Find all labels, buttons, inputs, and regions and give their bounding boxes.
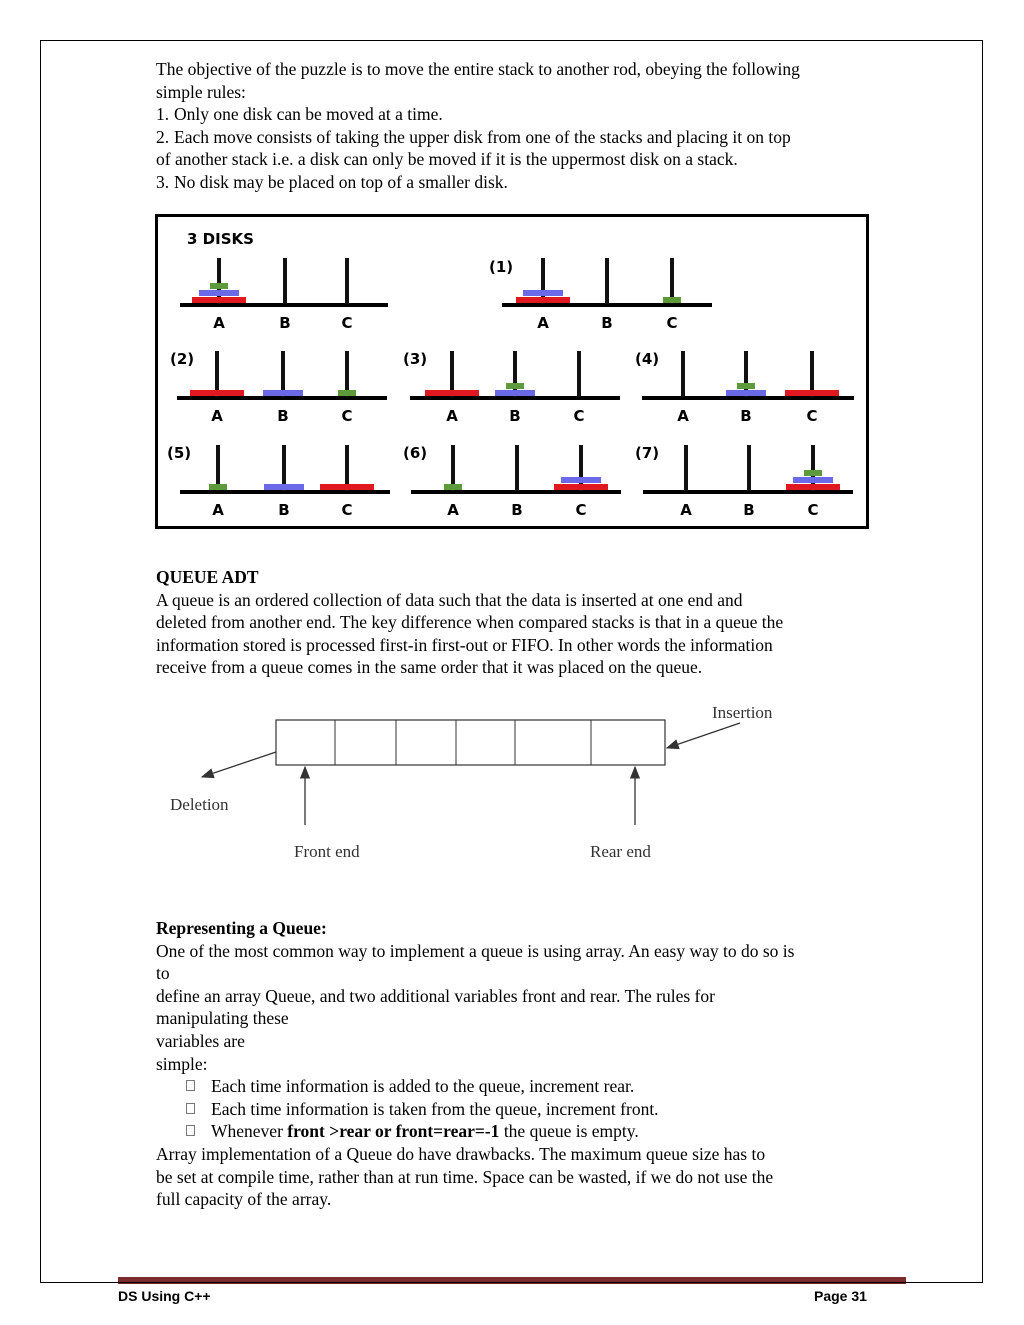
rod <box>577 351 581 397</box>
rod-label: B <box>278 501 290 519</box>
rod-label: A <box>677 407 689 425</box>
disk <box>263 390 303 396</box>
rod-label: B <box>509 407 521 425</box>
bullet-box-icon <box>186 1125 195 1136</box>
queue-diagram <box>155 695 855 870</box>
disk <box>804 470 822 476</box>
bullet-item: Each time information is taken from the queue, increment front. <box>156 1098 896 1121</box>
disk <box>554 484 608 490</box>
rod-label: A <box>213 314 225 332</box>
disk <box>786 484 840 490</box>
disk <box>264 484 304 490</box>
paragraph-line: A queue is an ordered collection of data such that the data is inserted at one end and <box>156 589 743 610</box>
panel-label: (2) <box>170 350 195 368</box>
intro-line: simple rules: <box>156 81 246 102</box>
paragraph-line: deleted from another end. The key difference when compared stacks is that in a queue the <box>156 612 784 633</box>
disk <box>726 390 766 396</box>
rod-label: C <box>341 407 353 425</box>
intro-line: The objective of the puzzle is to move the entire stack to another rod, obeying the following <box>156 59 800 79</box>
paragraph-line: full capacity of the array. <box>156 1189 332 1210</box>
disk <box>663 297 681 303</box>
footer-rule <box>118 1277 906 1282</box>
tower-of-hanoi-figure <box>155 214 869 529</box>
panel-label: (3) <box>403 350 428 368</box>
rod-label: C <box>575 501 587 519</box>
rod-label: C <box>341 501 353 519</box>
panel-label: (5) <box>167 444 192 462</box>
rule-item: 1. Only one disk can be moved at a time. <box>156 104 443 125</box>
page-number: Page 31 <box>814 1288 867 1304</box>
figure-title: 3 DISKS <box>187 230 254 248</box>
representing-section <box>156 917 896 1211</box>
footer-rule-thin <box>118 1283 906 1284</box>
rod-label: C <box>807 501 819 519</box>
deletion-arrow <box>202 752 276 777</box>
rod <box>283 258 287 304</box>
rod <box>345 258 349 304</box>
rod-label: A <box>680 501 692 519</box>
bullet-item: Whenever front >rear or front=rear=-1 the queue is empty. <box>156 1120 896 1143</box>
rod <box>605 258 609 304</box>
paragraph-line: One of the most common way to implement a queue is using array. An easy way to do so is <box>156 940 795 961</box>
rod-label: A <box>446 407 458 425</box>
paragraph-line: receive from a queue comes in the same order that it was placed on the queue. <box>156 657 703 678</box>
rod <box>747 445 751 491</box>
disk <box>209 484 227 490</box>
rod-label: A <box>537 314 549 332</box>
panel-label: (7) <box>635 444 660 462</box>
insertion-arrow <box>667 723 740 748</box>
disk <box>737 383 755 389</box>
disk <box>338 390 356 396</box>
paragraph-line: simple: <box>156 1053 208 1074</box>
front-end-label: Front end <box>294 842 360 861</box>
panel-label: (1) <box>489 258 514 276</box>
rule-item: 3. No disk may be placed on top of a smaller disk. <box>156 171 508 192</box>
rod-label: B <box>743 501 755 519</box>
queue-array <box>276 720 665 765</box>
bullet-box-icon <box>186 1103 195 1114</box>
disk <box>425 390 479 396</box>
panel-label: (4) <box>635 350 660 368</box>
rule-continuation: of another stack i.e. a disk can only be moved if it is the uppermost disk on a stack. <box>156 149 738 170</box>
section-heading: QUEUE ADT <box>156 567 259 587</box>
rod-label: B <box>279 314 291 332</box>
paragraph-line: information stored is processed first-in first-out or FIFO. In other words the information <box>156 634 773 655</box>
disk <box>210 283 228 289</box>
disk <box>523 290 563 296</box>
rod-label: B <box>511 501 523 519</box>
rod-label: A <box>447 501 459 519</box>
paragraph-line: Array implementation of a Queue do have drawbacks. The maximum queue size has to <box>156 1143 766 1164</box>
rod-label: C <box>341 314 353 332</box>
rod-label: C <box>806 407 818 425</box>
disk <box>192 297 246 303</box>
paragraph-line: manipulating these <box>156 1008 289 1029</box>
paragraph-line: be set at compile time, rather than at run time. Space can be wasted, if we do not use the <box>156 1166 774 1187</box>
panel-label: (6) <box>403 444 428 462</box>
footer-title: DS Using C++ <box>118 1288 211 1304</box>
rod-label: B <box>740 407 752 425</box>
section-heading: Representing a Queue: <box>156 918 327 938</box>
disk <box>516 297 570 303</box>
insertion-label: Insertion <box>712 703 773 722</box>
disk <box>793 477 833 483</box>
paragraph-line: to <box>156 963 170 984</box>
disk <box>561 477 601 483</box>
disk <box>444 484 462 490</box>
bullet-item: Each time information is added to the queue, increment rear. <box>156 1075 896 1098</box>
paragraph-line: variables are <box>156 1030 245 1051</box>
bullet-box-icon <box>186 1080 195 1091</box>
rod <box>684 445 688 491</box>
disk <box>320 484 374 490</box>
rod-label: C <box>573 407 585 425</box>
disk <box>190 390 244 396</box>
disk <box>506 383 524 389</box>
paragraph-line: define an array Queue, and two additional variables front and rear. The rules for <box>156 985 715 1006</box>
queue-adt-section <box>156 566 896 679</box>
disk <box>785 390 839 396</box>
rule-item: 2. Each move consists of taking the upper disk from one of the stacks and placing it on top <box>156 126 791 147</box>
disk <box>199 290 239 296</box>
rod-label: A <box>212 501 224 519</box>
disk <box>495 390 535 396</box>
rod <box>515 445 519 491</box>
rod-label: A <box>211 407 223 425</box>
rod-label: B <box>277 407 289 425</box>
rod-label: C <box>666 314 678 332</box>
deletion-label: Deletion <box>170 795 229 814</box>
rod-label: B <box>601 314 613 332</box>
intro-section <box>156 58 896 194</box>
rod <box>681 351 685 397</box>
rear-end-label: Rear end <box>590 842 651 861</box>
